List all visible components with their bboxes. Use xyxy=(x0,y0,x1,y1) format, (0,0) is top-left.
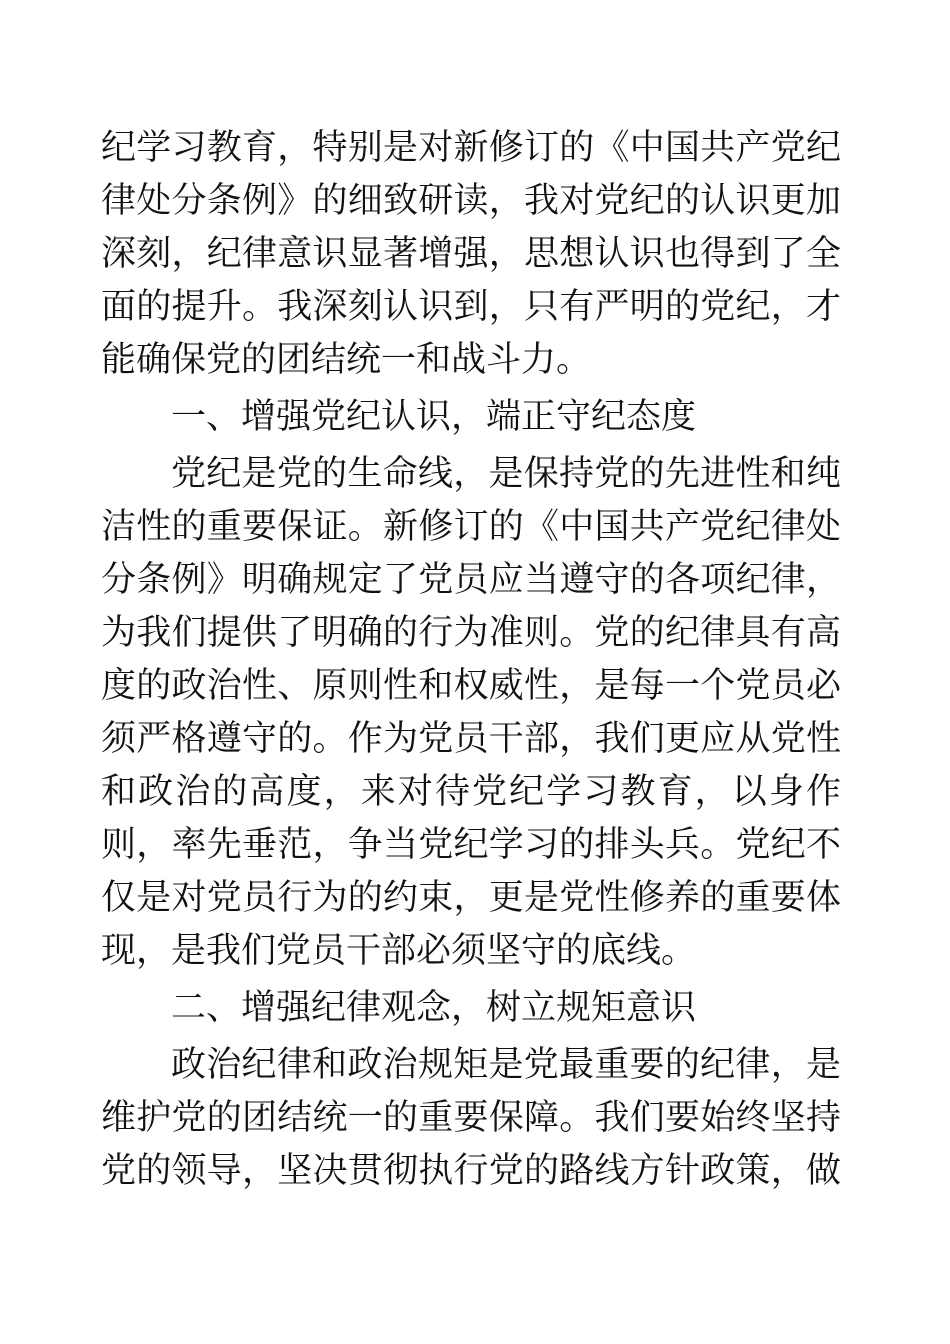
text-line: 则，率先垂范，争当党纪学习的排头兵。党纪不 xyxy=(101,825,841,865)
text-line: 维护党的团结统一的重要保障。我们要始终坚持 xyxy=(101,1098,841,1138)
text-line: 现，是我们党员干部必须坚守的底线。 xyxy=(101,931,697,971)
text-line: 洁性的重要保证。新修订的《中国共产党纪律处 xyxy=(101,507,841,547)
text-line: 深刻，纪律意识显著增强，思想认识也得到了全 xyxy=(101,234,841,274)
text-line: 仅是对党员行为的约束，更是党性修养的重要体 xyxy=(101,878,841,918)
text-line: 面的提升。我深刻认识到，只有严明的党纪，才 xyxy=(101,287,841,327)
section2-paragraph xyxy=(101,1039,841,1198)
section1-paragraph xyxy=(101,448,841,978)
intro-paragraph xyxy=(101,122,841,387)
text-line: 政治纪律和政治规矩是党最重要的纪律，是 xyxy=(171,1045,841,1085)
document-body xyxy=(101,122,841,1198)
text-line: 纪学习教育，特别是对新修订的《中国共产党纪 xyxy=(101,128,841,168)
section-heading-1: 一、增强党纪认识，端正守纪态度 xyxy=(171,397,697,437)
text-line: 党的领导，坚决贯彻执行党的路线方针政策，做 xyxy=(101,1151,841,1191)
text-line: 为我们提供了明确的行为准则。党的纪律具有高 xyxy=(101,613,841,653)
section-heading-2: 二、增强纪律观念，树立规矩意识 xyxy=(171,988,697,1028)
text-line: 能确保党的团结统一和战斗力。 xyxy=(101,340,592,380)
text-line: 须严格遵守的。作为党员干部，我们更应从党性 xyxy=(101,719,841,759)
text-line: 和政治的高度，来对待党纪学习教育，以身作 xyxy=(101,772,841,812)
text-line: 度的政治性、原则性和权威性，是每一个党员必 xyxy=(101,666,841,706)
text-line: 律处分条例》的细致研读，我对党纪的认识更加 xyxy=(101,181,841,221)
text-line: 分条例》明确规定了党员应当遵守的各项纪律， xyxy=(101,560,841,600)
text-line: 党纪是党的生命线，是保持党的先进性和纯 xyxy=(171,454,841,494)
